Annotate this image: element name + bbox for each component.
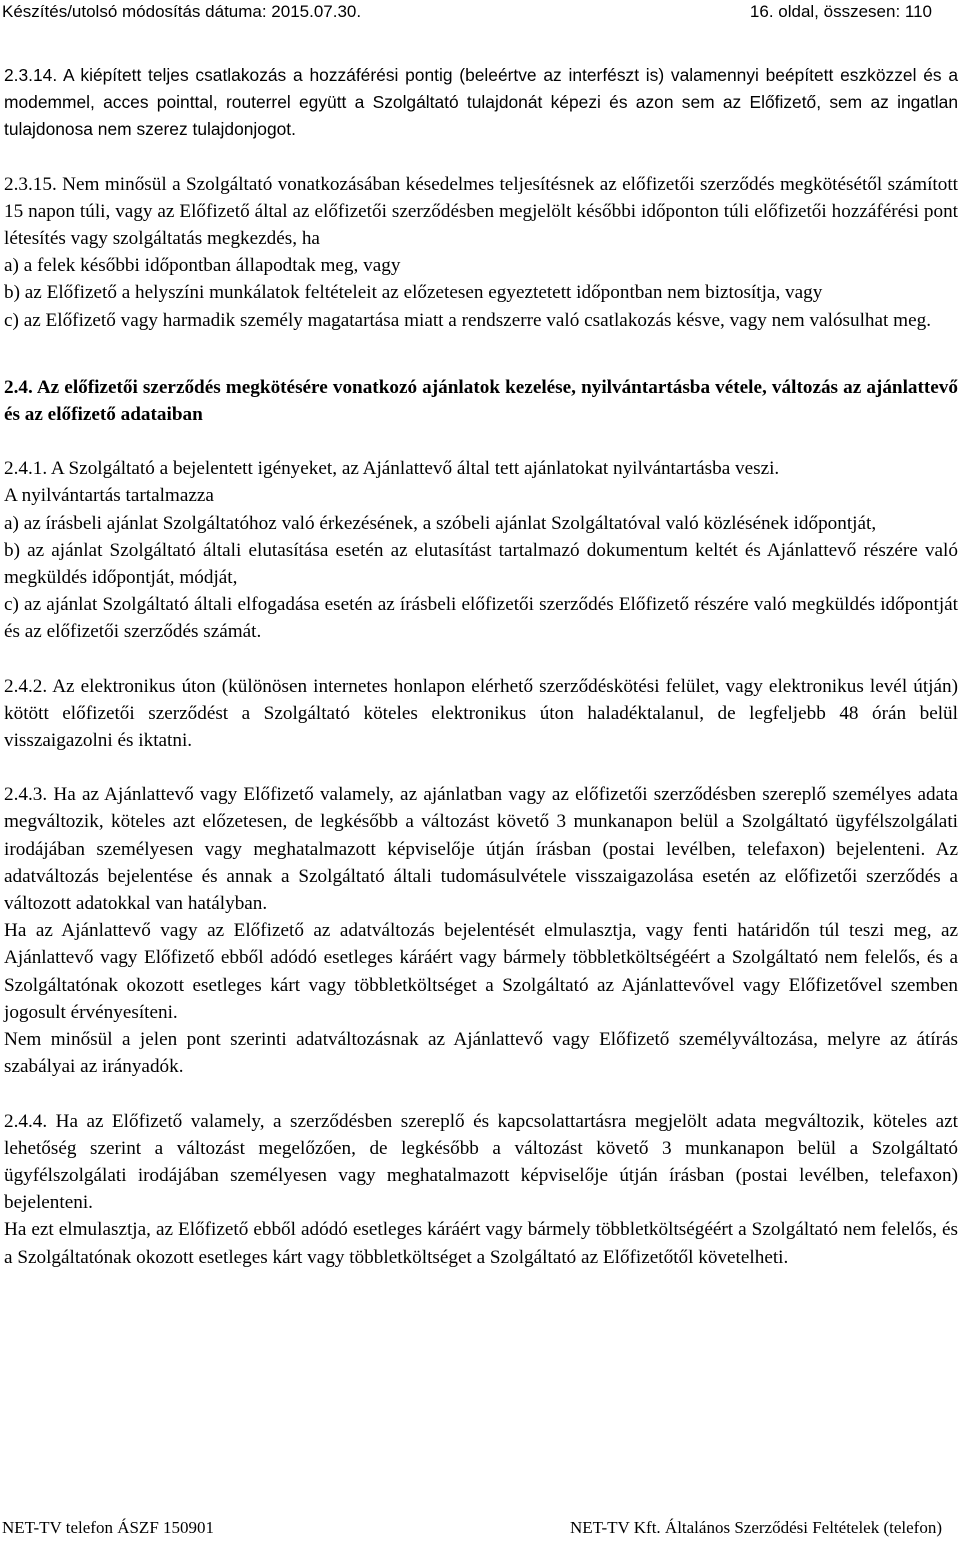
list-item-2-3-15-b: b) az Előfizető a helyszíni munkálatok feltételeit az előzetesen egyeztetett időpontban nem biztosítja, vagy — [4, 282, 823, 304]
revision-date: Készítés/utolsó módosítás dátuma: 2015.07.30. — [2, 2, 362, 21]
paragraph-2-4-4-b: Ha ezt elmulasztja, az Előfizető ebből adódó esetleges káráért vagy bármely többletköltségéért a Szolgáltató nem felelős, és a Szolgáltatónak okozott esetleges kárt vagy többletköltséget a Szolgáltató az Előfizetőtől követelheti. — [4, 1219, 958, 1268]
paragraph-2-4-3-b: Ha az Ajánlattevő vagy az Előfizető az adatváltozás bejelentését elmulasztja, vagy fenti határidőn túl teszi meg, az Ajánlattevő vagy Előfizető ebből adódó esetleges káráért vagy bármely többletköltségéért a Szolgáltató nem felelős, és a Szolgáltatónak okozott esetleges kárt vagy többletköltséget a Szolgáltató az Ajánlattevővel vagy Előfizetővel szemben jogosult érvényesíteni. — [4, 920, 958, 1023]
paragraph-2-4-3-c: Nem minősül a jelen pont szerinti adatváltozásnak az Ajánlattevő vagy Előfizető személyváltozása, melyre az átírás szabályai az irányadók. — [4, 1029, 958, 1078]
list-item-2-3-15-c: c) az Előfizető vagy harmadik személy magatartása miatt a rendszerre való csatlakozás késve, vagy nem valósulhat meg. — [4, 309, 932, 331]
list-item-2-4-1-c: c) az ajánlat Szolgáltató általi elfogadása esetén az írásbeli előfizetői szerződés Előfizető részére való megküldés időpontját és az előfizetői szerződés számát. — [4, 594, 958, 643]
section-heading-2-4: 2.4. Az előfizetői szerződés megkötésére vonatkozó ajánlatok kezelése, nyilvántartásba vétele, változás az ajánlattevő és az előfizető adataiban — [4, 376, 958, 426]
footer-document-id: NET-TV telefon ÁSZF 150901 — [2, 1518, 215, 1537]
paragraph-2-3-15: 2.3.15. Nem minősül a Szolgáltató vonatkozásában késedelmes teljesítésnek az előfizetői szerződés megkötésétől számított 15 napon túli, vagy az Előfizető által az előfizetői szerződésben megjelölt későbbi időponton túli előfizetői hozzáférési pont létesítés vagy szolgáltatás megkezdés, ha — [4, 173, 958, 250]
list-item-2-4-1-a: a) az írásbeli ajánlat Szolgáltatóhoz való érkezésének, a szóbeli ajánlat Szolgáltatóval való közlésének időpontját, — [4, 512, 877, 534]
page-header — [0, 0, 960, 28]
paragraph-2-4-1: 2.4.1. A Szolgáltató a bejelentett igényeket, az Ajánlattevő által tett ajánlatokat nyilvántartásba veszi. — [4, 458, 780, 480]
paragraph-2-3-14: 2.3.14. A kiépített teljes csatlakozás a hozzáférési pontig (beleértve az interfészt is) valamennyi beépített eszközzel és a modemmel, acces pointtal, routerrel együtt a Szolgáltató tulajdonát képezi és azon sem az Előfizető, sem az ingatlan tulajdonosa nem szerez tulajdonjogot. — [4, 65, 958, 140]
paragraph-2-4-4: 2.4.4. Ha az Előfizető valamely, a szerződésben szereplő és kapcsolattartásra megjelölt adata megváltozik, köteles azt lehetőség szerint a változást megelőzően, de legkésőbb a változást követő 3 munkanapon belül a Szolgáltató ügyfélszolgálati irodájában személyesen vagy meghatalmazott képviselője útján írásban (postai levélben, telefaxon) bejelenteni. — [4, 1110, 958, 1214]
footer-document-title: NET-TV Kft. Általános Szerződési Feltételek (telefon) — [570, 1518, 942, 1537]
list-item-2-3-15-a: a) a felek későbbi időpontban állapodtak meg, vagy — [4, 255, 401, 277]
paragraph-2-4-1-intro: A nyilvántartás tartalmazza — [4, 485, 214, 507]
list-item-2-4-1-b: b) az ajánlat Szolgáltató általi elutasítása esetén az elutasítást tartalmazó dokumentum keltét és Ajánlattevő részére való megküldés időpontját, módját, — [4, 539, 958, 589]
document-body — [4, 62, 958, 1271]
paragraph-2-4-2: 2.4.2. Az elektronikus úton (különösen internetes honlapon elérhető szerződéskötési felület, vagy elektronikus levél útján) kötött előfizetői szerződést a Szolgáltató köteles elektronikus úton haladéktalanul, de legfeljebb 48 órán belül visszaigazolni és iktatni. — [4, 675, 958, 752]
paragraph-2-4-3: 2.4.3. Ha az Ajánlattevő vagy Előfizető valamely, az ajánlatban vagy az előfizetői szerződésben szereplő személyes adata megváltozik, köteles azt előzetesen, de legkésőbb a változást követő 3 munkanapon belül a Szolgáltató ügyfélszolgálati irodájában személyesen vagy meghatalmazott képviselője útján írásban (postai levélben, telefaxon) bejelenteni. Az adatváltozás bejelentése és annak a Szolgáltató általi tudomásulvétele visszaigazolása esetén az előfizetői szerződés a változott adatokkal van hatályban. — [4, 784, 958, 915]
page-number: 16. oldal, összesen: 110 — [749, 2, 932, 21]
